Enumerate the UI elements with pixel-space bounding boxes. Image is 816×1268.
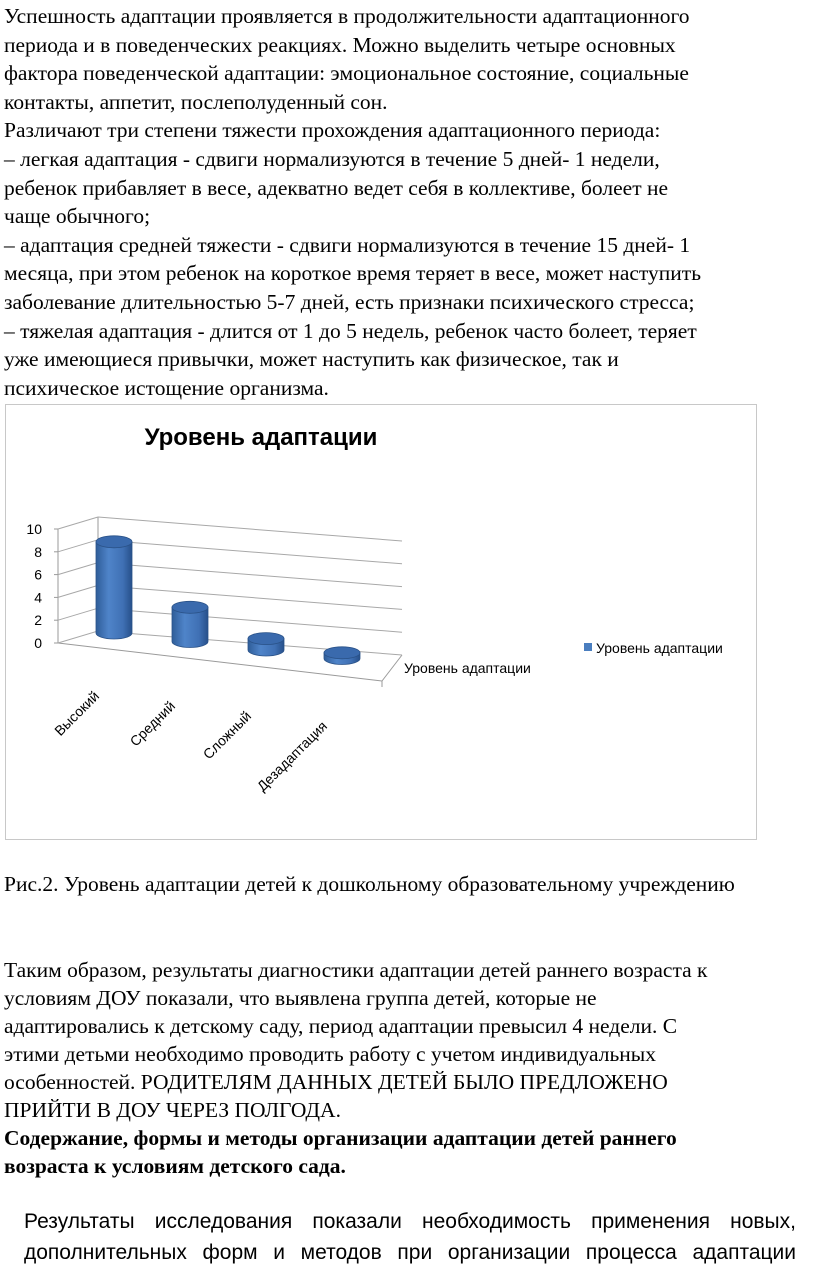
- gridline-side: [58, 608, 98, 620]
- gridline-side: [58, 517, 98, 529]
- text-line: – тяжелая адаптация - длится от 1 до 5 недель, ребенок часто болеет, теряет: [4, 318, 697, 343]
- legend-label: Уровень адаптации: [596, 640, 723, 656]
- bar-top: [248, 633, 284, 645]
- gridline-back: [98, 585, 402, 609]
- bar-top: [172, 601, 208, 613]
- x-tick-label: Сложный: [199, 707, 255, 763]
- legend-swatch: [584, 643, 592, 651]
- gridline-side: [58, 631, 98, 643]
- text-line: – легкая адаптация - сдвиги нормализуются в течение 5 дней- 1 недели,: [4, 146, 660, 171]
- gridline-back: [98, 608, 402, 632]
- text-line: месяца, при этом ребенок на короткое время теряет в весе, может наступить: [4, 261, 702, 286]
- text-line: Таким образом, результаты диагностики адаптации детей раннего возраста к: [4, 958, 708, 982]
- text-line: условиям ДОУ показали, что выявлена группа детей, которые не: [4, 986, 597, 1010]
- text-line: дополнительных форм и методов при организации процесса адаптации: [24, 1241, 796, 1264]
- y-tick-label: 10: [26, 521, 42, 537]
- gridline-back: [98, 517, 402, 541]
- y-tick-label: 2: [34, 612, 42, 629]
- gridline-side: [58, 585, 98, 597]
- floor-right-edge: [382, 655, 402, 681]
- bottom-paragraph: [24, 1206, 796, 1268]
- text-line: уже имеющиеся привычки, может наступить как физическое, так и: [4, 347, 619, 372]
- x-tick-label: Дезадаптация: [253, 717, 331, 795]
- chart-container: [5, 404, 757, 840]
- gridline-side: [58, 540, 98, 552]
- x-tick-label: Средний: [126, 697, 179, 750]
- text-line: заболевание длительностью 5-7 дней, есть признаки психического стресса;: [4, 289, 695, 314]
- text-line: адаптировались к детскому саду, период адаптации превысил 4 недели. С: [4, 1014, 678, 1038]
- intro-paragraph: [4, 2, 804, 402]
- text-line: Результаты исследования показали необходимость применения новых,: [24, 1210, 796, 1233]
- text-line: чаще обычного;: [4, 204, 151, 229]
- gridline-back: [98, 540, 402, 564]
- text-line: Успешность адаптации проявляется в продолжительности адаптационного: [4, 4, 690, 28]
- text-line: этими детьми необходимо проводить работу с учетом индивидуальных: [4, 1042, 656, 1066]
- text-line: Различают три степени тяжести прохождения адаптационного периода:: [4, 118, 661, 143]
- bar-chart: [6, 405, 756, 839]
- gridline-back: [98, 563, 402, 587]
- x-tick-label: Высокий: [51, 687, 103, 739]
- y-tick-label: 6: [34, 566, 42, 583]
- heading-line: возраста к условиям детского сада.: [4, 1154, 346, 1178]
- chart-title: Уровень адаптации: [144, 424, 378, 451]
- y-tick-label: 0: [34, 635, 42, 651]
- y-tick-label: 4: [34, 589, 42, 606]
- section-heading: [4, 1124, 810, 1180]
- text-line: ПРИЙТИ В ДОУ ЧЕРЕЗ ПОЛГОДА.: [4, 1098, 341, 1122]
- bar-top: [96, 536, 132, 548]
- bar-top: [324, 647, 360, 659]
- text-line: – адаптация средней тяжести - сдвиги нормализуются в течение 15 дней- 1: [4, 232, 691, 257]
- text-line: психическое истощение организма.: [4, 375, 329, 400]
- gridline-side: [58, 563, 98, 575]
- text-line: ребенок прибавляет в весе, адекватно ведет себя в коллективе, болеет не: [4, 175, 669, 200]
- bar: [96, 542, 132, 639]
- text-line: контакты, аппетит, послеполуденный сон.: [4, 89, 388, 114]
- depth-axis-label: Уровень адаптации: [404, 660, 531, 676]
- text-line: особенностей. РОДИТЕЛЯМ ДАННЫХ ДЕТЕЙ БЫЛО ПРЕДЛОЖЕНО: [4, 1070, 668, 1094]
- text-line: фактора поведенческой адаптации: эмоциональное состояние, социальные: [4, 61, 689, 86]
- conclusion-paragraph: [4, 956, 810, 1124]
- y-tick-label: 8: [34, 543, 42, 560]
- figure-caption: Рис.2. Уровень адаптации детей к дошкольному образовательному учреждению: [4, 872, 735, 896]
- heading-line: Содержание, формы и методы организации адаптации детей раннего: [4, 1126, 677, 1150]
- text-line: периода и в поведенческих реакциях. Можно выделить четыре основных: [4, 32, 676, 57]
